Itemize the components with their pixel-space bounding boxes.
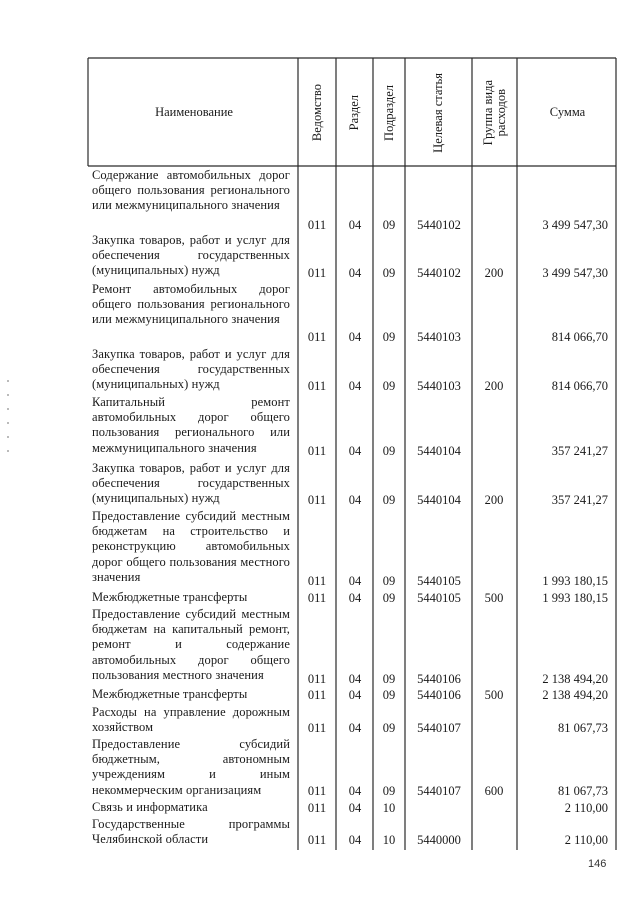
- row-department: 011: [307, 265, 327, 280]
- table-row: [0, 687, 640, 703]
- row-target: 5440104: [417, 443, 461, 458]
- table-row: [0, 607, 640, 687]
- row-department: 011: [307, 783, 327, 798]
- row-section: 04: [348, 329, 362, 344]
- row-name: Закупка товаров, работ и услуг для обеспечения государственных (муниципальных) нужд: [92, 347, 290, 392]
- row-department: 011: [307, 217, 327, 232]
- row-subsection: 09: [382, 217, 396, 232]
- row-sum: 2 110,00: [564, 800, 608, 815]
- row-section: 04: [348, 443, 362, 458]
- row-department: 011: [307, 378, 327, 393]
- row-group: 500: [484, 687, 504, 702]
- scan-margin-marks: [6, 380, 12, 500]
- row-group: 200: [484, 265, 504, 280]
- row-name: Государственные программы Челябинской области: [92, 817, 290, 847]
- row-subsection: 09: [382, 443, 396, 458]
- row-subsection: 10: [382, 800, 396, 815]
- row-sum: 814 066,70: [551, 329, 608, 344]
- row-name: Предоставление субсидий местным бюджетам на капитальный ремонт, ремонт и содержание автомобильных дорог общего пользования местного значения: [92, 607, 290, 682]
- row-sum: 81 067,73: [558, 720, 608, 735]
- row-target: 5440105: [417, 590, 461, 605]
- row-name: Капитальный ремонт автомобильных дорог общего пользования регионального или межмуниципального значения: [92, 395, 290, 455]
- row-subsection: 09: [382, 329, 396, 344]
- row-name: Содержание автомобильных дорог общего пользования регионального или межмуниципального значения: [92, 168, 290, 213]
- row-section: 04: [348, 720, 362, 735]
- row-name: Межбюджетные трансферты: [92, 590, 248, 604]
- row-group: 600: [484, 783, 504, 798]
- row-subsection: 10: [382, 832, 396, 847]
- row-name: Межбюджетные трансферты: [92, 687, 248, 701]
- table-row: [0, 461, 640, 508]
- row-target: 5440000: [417, 832, 461, 847]
- table-row: [0, 395, 640, 459]
- table-row: [0, 509, 640, 589]
- row-name: Закупка товаров, работ и услуг для обеспечения государственных (муниципальных) нужд: [92, 461, 290, 506]
- row-sum: 1 993 180,15: [542, 590, 608, 605]
- row-section: 04: [348, 783, 362, 798]
- header-name: Наименование: [155, 105, 233, 119]
- header-expense-group: Группа вида расходов: [480, 79, 508, 146]
- row-department: 011: [307, 443, 327, 458]
- row-department: 011: [307, 573, 327, 588]
- row-department: 011: [307, 800, 327, 815]
- row-target: 5440104: [417, 492, 461, 507]
- row-target: 5440107: [417, 720, 461, 735]
- row-sum: 2 110,00: [564, 832, 608, 847]
- header-target: Целевая статья: [431, 72, 445, 153]
- row-sum: 81 067,73: [558, 783, 608, 798]
- row-section: 04: [348, 217, 362, 232]
- header-sum: Сумма: [549, 105, 586, 119]
- row-section: 04: [348, 687, 362, 702]
- header-section: Раздел: [347, 94, 361, 131]
- row-sum: 2 138 494,20: [542, 671, 608, 686]
- header-subsection: Подраздел: [381, 84, 396, 141]
- row-target: 5440106: [417, 687, 461, 702]
- row-target: 5440107: [417, 783, 461, 798]
- row-name: Связь и информатика: [92, 800, 208, 814]
- row-department: 011: [307, 671, 327, 686]
- row-sum: 814 066,70: [551, 378, 608, 393]
- row-group: 200: [484, 378, 504, 393]
- row-subsection: 09: [382, 265, 396, 280]
- table-row: [0, 800, 640, 816]
- table-row: [0, 347, 640, 394]
- row-target: 5440105: [417, 573, 461, 588]
- row-subsection: 09: [382, 378, 396, 393]
- row-name: Расходы на управление дорожным хозяйством: [92, 705, 290, 735]
- table-row: [0, 233, 640, 281]
- row-subsection: 09: [382, 590, 396, 605]
- row-name: Ремонт автомобильных дорог общего пользования регионального или межмуниципального значения: [92, 282, 290, 327]
- table-row: [0, 705, 640, 736]
- row-subsection: 09: [382, 492, 396, 507]
- page-number: 146: [588, 858, 607, 870]
- row-section: 04: [348, 378, 362, 393]
- row-section: 04: [348, 573, 362, 588]
- row-target: 5440102: [417, 265, 461, 280]
- row-section: 04: [348, 265, 362, 280]
- row-department: 011: [307, 832, 327, 847]
- row-subsection: 09: [382, 687, 396, 702]
- row-section: 04: [348, 590, 362, 605]
- row-name: Закупка товаров, работ и услуг для обеспечения государственных (муниципальных) нужд: [92, 233, 290, 278]
- row-name: Предоставление субсидий местным бюджетам на строительство и реконструкцию автомобильных дорог общего пользования местного значения: [92, 509, 290, 584]
- row-department: 011: [307, 687, 327, 702]
- row-group: 500: [484, 590, 504, 605]
- row-sum: 3 499 547,30: [542, 265, 608, 280]
- row-section: 04: [348, 671, 362, 686]
- row-name: Предоставление субсидий бюджетным, автономным учреждениям и иным некоммерческим организациям: [92, 737, 290, 797]
- row-sum: 2 138 494,20: [542, 687, 608, 702]
- table-row: [0, 168, 640, 233]
- row-department: 011: [307, 590, 327, 605]
- row-sum: 357 241,27: [551, 492, 608, 507]
- row-target: 5440102: [417, 217, 461, 232]
- header-department: Ведомство: [309, 83, 324, 142]
- row-section: 04: [348, 800, 362, 815]
- row-department: 011: [307, 329, 327, 344]
- row-subsection: 09: [382, 783, 396, 798]
- row-target: 5440103: [417, 329, 461, 344]
- row-subsection: 09: [382, 720, 396, 735]
- row-sum: 1 993 180,15: [542, 573, 608, 588]
- row-group: 200: [484, 492, 504, 507]
- row-department: 011: [307, 720, 327, 735]
- row-subsection: 09: [382, 573, 396, 588]
- table-row: [0, 282, 640, 345]
- row-section: 04: [348, 492, 362, 507]
- row-subsection: 09: [382, 671, 396, 686]
- row-section: 04: [348, 832, 362, 847]
- row-target: 5440103: [417, 378, 461, 393]
- row-target: 5440106: [417, 671, 461, 686]
- row-sum: 357 241,27: [551, 443, 608, 458]
- row-sum: 3 499 547,30: [542, 217, 608, 232]
- table-row: [0, 590, 640, 606]
- row-department: 011: [307, 492, 327, 507]
- table-row: [0, 817, 640, 848]
- table-row: [0, 737, 640, 799]
